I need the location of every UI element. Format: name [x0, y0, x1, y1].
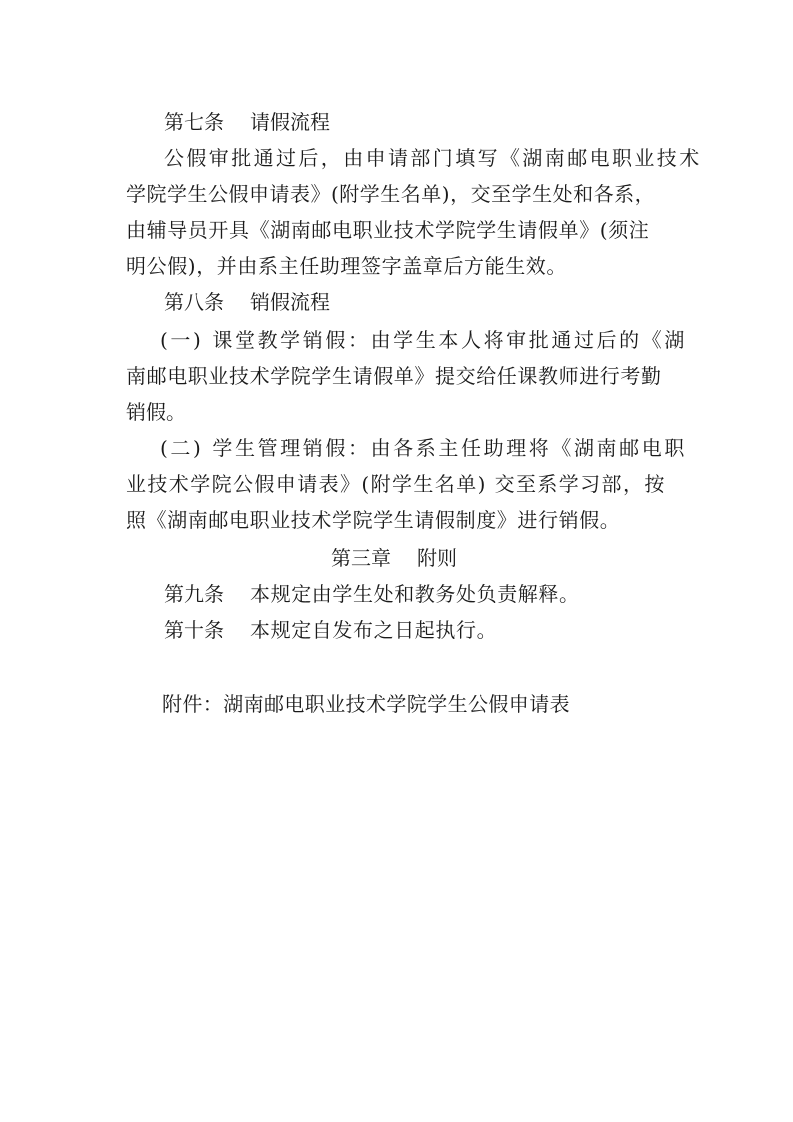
attachment-note: 附件：湖南邮电职业技术学院学生公假申请表 — [162, 692, 570, 716]
article10-text: 本规定自发布之日起执行。 — [250, 618, 498, 642]
article8-title: 销假流程 — [250, 290, 330, 314]
article10 — [164, 618, 497, 642]
article9-text: 本规定由学生处和教务处负责解释。 — [250, 582, 580, 606]
article9 — [164, 582, 580, 606]
article8-number: 第八条 — [164, 290, 224, 314]
article10-number: 第十条 — [164, 618, 224, 642]
article8-item2-line-2: 业技术学院公假申请表》(附学生名单) 交至系学习部，按 — [126, 472, 666, 496]
article9-number: 第九条 — [164, 582, 224, 606]
article8-item2-line-3: 照《湖南邮电职业技术学院学生请假制度》进行销假。 — [126, 508, 621, 532]
article8-heading — [164, 290, 330, 314]
chapter3-heading — [331, 546, 457, 570]
article7-line-3: 由辅导员开具《湖南邮电职业技术学院学生请假单》(须注 — [126, 218, 650, 242]
article7-title: 请假流程 — [250, 110, 330, 134]
article7-number: 第七条 — [164, 110, 224, 134]
article7-line-2: 学院学生公假申请表》(附学生名单)，交至学生处和各系， — [126, 182, 656, 206]
article8-item1-line-1: (一) 课堂教学销假：由学生本人将审批通过后的《湖 — [160, 328, 687, 352]
article7-heading — [164, 110, 330, 134]
article7-line-1: 公假审批通过后，由申请部门填写《湖南邮电职业技术 — [164, 146, 702, 170]
article8-item2-line-1: (二) 学生管理销假：由各系主任助理将《湖南邮电职 — [160, 436, 687, 460]
article8-item1-line-3: 销假。 — [126, 400, 186, 424]
article7-line-4: 明公假)，并由系主任助理签字盖章后方能生效。 — [126, 254, 568, 278]
chapter3-number: 第三章 — [331, 546, 391, 570]
chapter3-title: 附则 — [417, 546, 457, 570]
article8-item1-line-2: 南邮电职业技术学院学生请假单》提交给任课教师进行考勤 — [126, 364, 662, 388]
